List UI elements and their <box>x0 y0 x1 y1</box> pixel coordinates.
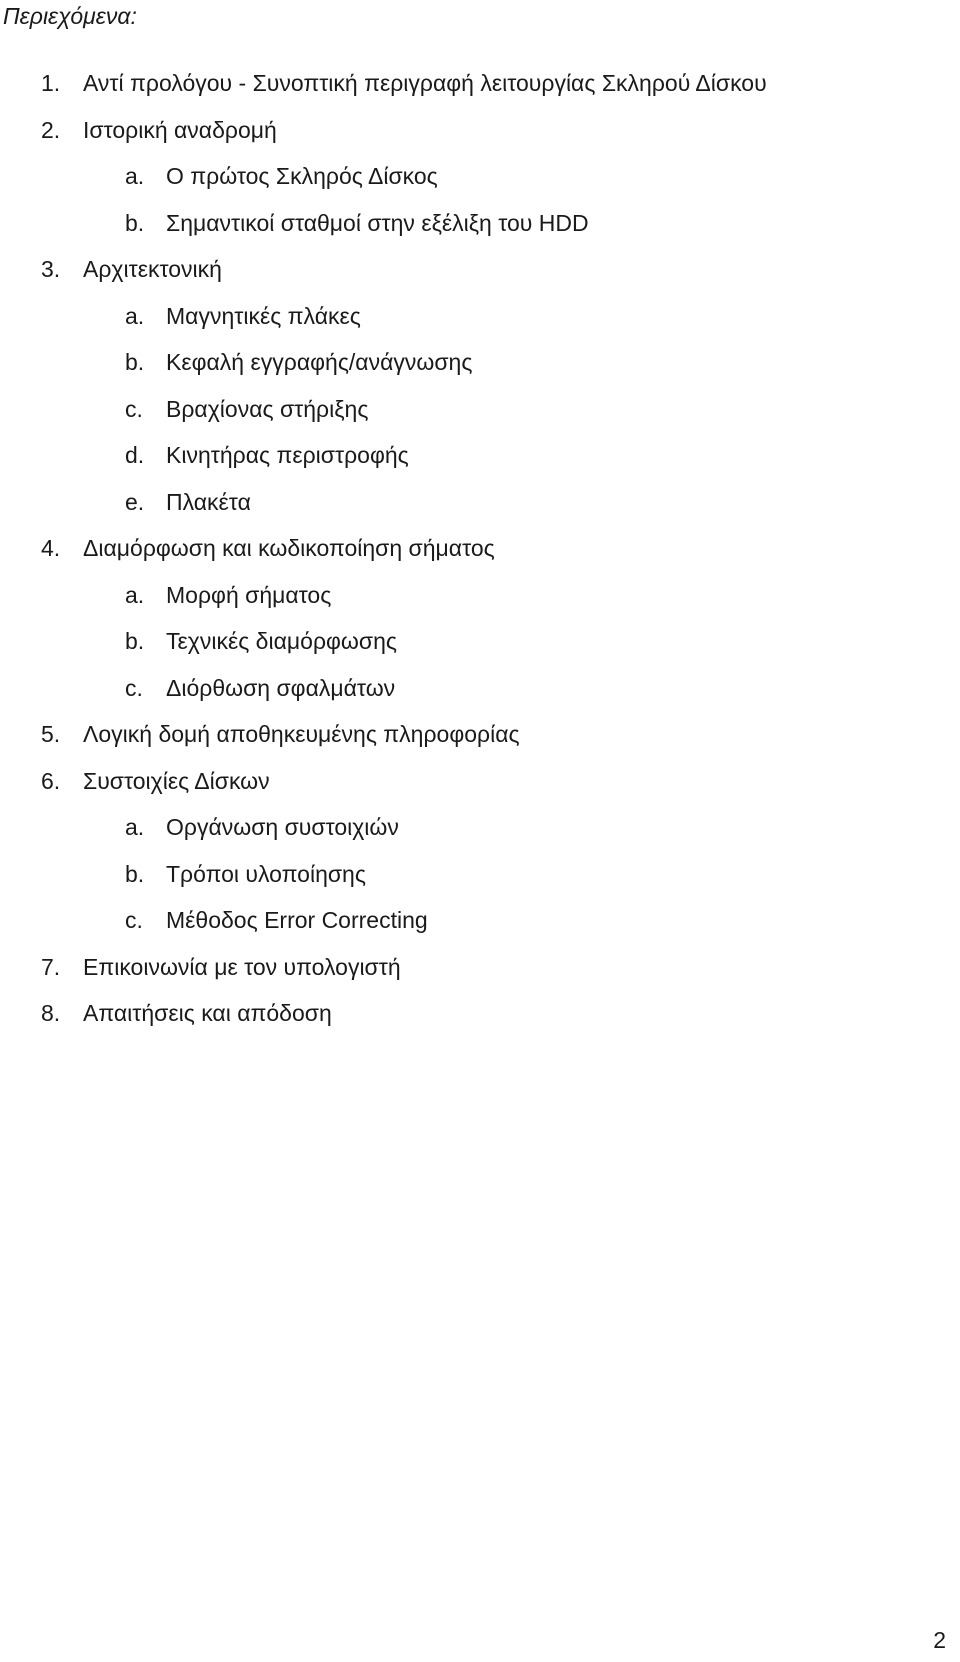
page-number: 2 <box>933 1627 946 1653</box>
toc-item-marker: 6. <box>41 767 61 794</box>
toc-item-title: Επικοινωνία με τον υπολογιστή <box>83 953 401 980</box>
toc-item-marker: b. <box>125 209 145 236</box>
toc-item-marker: b. <box>125 628 145 654</box>
toc-item-marker: c. <box>125 674 143 701</box>
toc-item-marker: a. <box>125 814 145 840</box>
toc-item-title: Κεφαλή εγγραφής/ανάγνωσης <box>166 349 473 375</box>
toc-item-title: Βραχίονας στήριξης <box>166 395 369 422</box>
toc-item-title: Λογική δομή αποθηκευμένης πληροφορίας <box>83 721 520 747</box>
toc-item-title: Τρόποι υλοποίησης <box>166 860 366 887</box>
toc-item-title: Οργάνωση συστοιχιών <box>166 814 399 840</box>
toc-item-marker: 3. <box>41 256 61 282</box>
toc-heading: Περιεχόμενα: <box>3 3 137 29</box>
toc-item-title: Μέθοδος Error Correcting <box>166 907 428 933</box>
toc-item-marker: c. <box>125 395 143 422</box>
toc-item-marker: c. <box>125 907 143 933</box>
toc-item-title: Κινητήρας περιστροφής <box>166 442 409 468</box>
toc-item-marker: e. <box>125 488 145 515</box>
toc-item-marker: d. <box>125 442 145 468</box>
toc-item-title: Πλακέτα <box>166 488 251 515</box>
toc-item-title: Συστοιχίες Δίσκων <box>83 767 270 794</box>
toc-item-marker: a. <box>125 163 145 189</box>
toc-item-marker: 5. <box>41 721 61 747</box>
toc-item-title: Απαιτήσεις και απόδοση <box>83 1000 332 1026</box>
toc-item-title: Σημαντικοί σταθμοί στην εξέλιξη του HDD <box>166 209 589 236</box>
toc-item-title: Ο πρώτος Σκληρός Δίσκος <box>166 163 438 189</box>
toc-item-marker: 1. <box>41 70 61 96</box>
toc-item-title: Διαμόρφωση και κωδικοποίηση σήματος <box>83 535 495 561</box>
toc-item-marker: a. <box>125 302 145 329</box>
toc-item-marker: 4. <box>41 535 61 561</box>
toc-item-marker: 7. <box>41 953 61 980</box>
toc-item-title: Αρχιτεκτονική <box>83 256 222 282</box>
toc-item-marker: b. <box>125 349 145 375</box>
toc-item-title: Αντί προλόγου - Συνοπτική περιγραφή λειτουργίας Σκληρού Δίσκου <box>83 70 767 96</box>
toc-item-title: Μορφή σήματος <box>166 581 332 608</box>
toc-item-marker: 8. <box>41 1000 61 1026</box>
toc-item-marker: 2. <box>41 116 61 143</box>
toc-item-title: Μαγνητικές πλάκες <box>166 302 361 329</box>
toc-item-title: Ιστορική αναδρομή <box>83 116 277 143</box>
toc-item-marker: a. <box>125 581 145 608</box>
toc-item-title: Τεχνικές διαμόρφωσης <box>166 628 397 654</box>
toc-item-title: Διόρθωση σφαλμάτων <box>166 674 396 701</box>
toc-item-marker: b. <box>125 860 145 887</box>
